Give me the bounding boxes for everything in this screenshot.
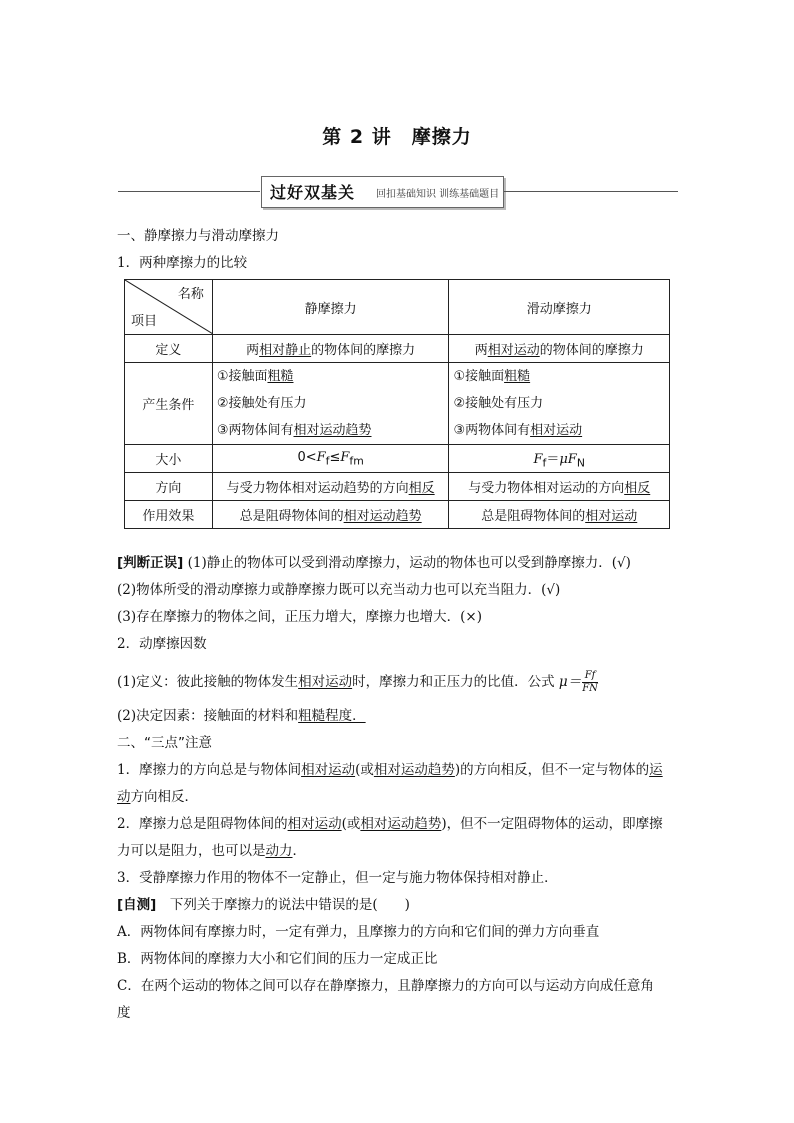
section-banner <box>118 174 678 210</box>
cell-def-sliding: 两相对运动的物体间的摩擦力 <box>449 335 670 363</box>
section-heading-1: 一、静摩擦力与滑动摩擦力 <box>117 228 279 244</box>
note-2-line-2: 力可以是阻力，也可以是动力． <box>117 843 306 859</box>
judge-tag: [判断正误] <box>117 555 184 571</box>
option-c-line-1: C．在两个运动的物体之间可以存在静摩擦力，且静摩擦力的方向可以与运动方向成任意角 <box>117 978 654 994</box>
comparison-table <box>124 279 670 529</box>
formula-fraction: $\frac{Ff}{FN}$ <box>582 670 598 694</box>
self-test-question: [自测] 下列关于摩擦力的说法中错误的是( ) <box>117 897 410 913</box>
banner-box <box>261 176 504 208</box>
cell-size-static: $0<F_f\le F_{fm}$ <box>212 445 449 473</box>
cell-def-static: 两相对静止的物体间的摩擦力 <box>212 335 449 363</box>
banner-main-text: 过好双基关 <box>270 183 356 202</box>
definition-line: (1)定义：彼此接触的物体发生相对运动时，摩擦力和正压力的比值．公式 μ＝ $\frac{Ff}{FN}$ <box>117 670 598 694</box>
row-label-effect: 作用效果 <box>125 501 213 529</box>
table-row-direction <box>125 473 670 501</box>
cell-eff-static: 总是阻碍物体间的相对运动趋势 <box>212 501 449 529</box>
row-label-size: 大小 <box>125 445 213 473</box>
table-header-row <box>125 280 670 335</box>
table-row-size <box>125 445 670 473</box>
note-2-line-1: 2．摩擦力总是阻碍物体间的相对运动(或相对运动趋势)，但不一定阻碍物体的运动，即摩擦 <box>117 816 663 832</box>
table-row-definition <box>125 335 670 363</box>
lesson-title: 第 2 讲 摩擦力 <box>322 126 472 148</box>
header-diagonal-cell <box>125 280 213 335</box>
note-3: 3．受静摩擦力作用的物体不一定静止，但一定与施力物体保持相对静止． <box>117 870 558 886</box>
cell-size-sliding: $F_f=\mu F_N$ <box>449 445 670 473</box>
note-1-line-2: 动方向相反． <box>117 789 198 805</box>
cell-dir-sliding: 与受力物体相对运动的方向相反 <box>449 473 670 501</box>
row-label-conditions: 产生条件 <box>125 363 213 445</box>
cell-eff-sliding: 总是阻碍物体间的相对运动 <box>449 501 670 529</box>
row-label-direction: 方向 <box>125 473 213 501</box>
note-1-line-1: 1．摩擦力的方向总是与物体间相对运动(或相对运动趋势)的方向相反，但不一定与物体的运 <box>117 762 663 778</box>
self-test-tag: [自测] <box>117 897 157 913</box>
header-name-label: 名称 <box>177 287 204 302</box>
cell-cond-static: ①接触面粗糙 ②接触处有压力 ③两物体间有相对运动趋势 <box>212 363 449 445</box>
factor-line: (2)决定因素：接触面的材料和粗糙程度． <box>117 708 366 724</box>
banner-sub-text: 回扣基础知识 训练基础题目 <box>376 189 500 200</box>
judge-line-3: (3)存在摩擦力的物体之间，正压力增大，摩擦力也增大．(×) <box>117 609 482 625</box>
banner-line-right <box>504 191 678 192</box>
option-c-line-2: 度 <box>117 1005 131 1021</box>
cell-cond-sliding: ①接触面粗糙 ②接触处有压力 ③两物体间有相对运动 <box>449 363 670 445</box>
header-item-label: 项目 <box>131 314 158 329</box>
table-row-conditions <box>125 363 670 445</box>
header-static: 静摩擦力 <box>212 280 449 335</box>
judge-line-2: (2)物体所受的滑动摩擦力或静摩擦力既可以充当动力也可以充当阻力．(√) <box>117 582 561 598</box>
item-heading-2: 2．动摩擦因数 <box>117 636 207 652</box>
cell-dir-static: 与受力物体相对运动趋势的方向相反 <box>212 473 449 501</box>
section-heading-2: 二、“三点”注意 <box>117 735 212 751</box>
table-row-effect <box>125 501 670 529</box>
row-label-definition: 定义 <box>125 335 213 363</box>
banner-line-left <box>118 191 260 192</box>
header-sliding: 滑动摩擦力 <box>449 280 670 335</box>
option-b: B．两物体间的摩擦力大小和它们间的压力一定成正比 <box>117 951 438 967</box>
judge-line-1: [判断正误] (1)静止的物体可以受到滑动摩擦力，运动的物体也可以受到静摩擦力．(√) <box>117 555 631 571</box>
item-heading-1: 1．两种摩擦力的比较 <box>117 255 248 271</box>
option-a: A．两物体间有摩擦力时，一定有弹力，且摩擦力的方向和它们间的弹力方向垂直 <box>117 924 600 940</box>
